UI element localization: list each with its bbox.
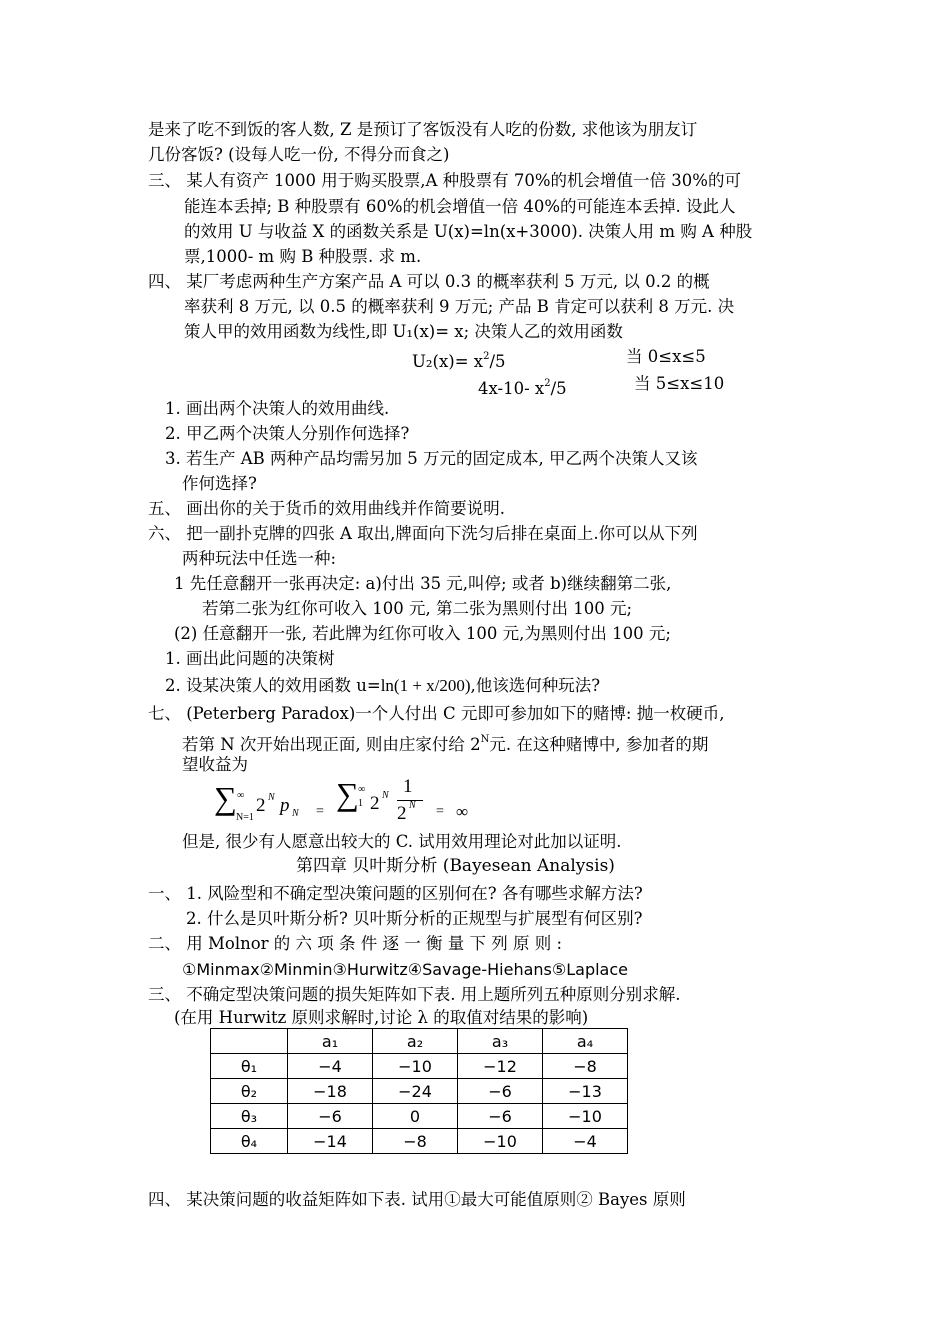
exponent: N <box>480 734 490 745</box>
sum-upper-limit: ∞ <box>358 784 366 795</box>
equals-sign: = <box>436 804 444 819</box>
table-cell: θ₁ <box>211 1054 288 1079</box>
fraction-denominator: 2 <box>397 803 407 824</box>
exponent: 2 <box>544 378 551 389</box>
table-cell: −10 <box>543 1104 628 1129</box>
chapter-title: 第四章 贝叶斯分析 (Bayesean Analysis) <box>296 856 615 876</box>
condition-1: 当 0≤x≤5 <box>626 347 706 366</box>
list-item <box>165 674 600 698</box>
table-row <box>211 1079 628 1104</box>
list-item: 2. 甲乙两个决策人分别作何选择? <box>165 424 410 443</box>
table-cell: −8 <box>373 1129 458 1154</box>
sum-lower-limit: 1 <box>358 798 363 809</box>
table-cell: −6 <box>458 1079 543 1104</box>
table-cell: −24 <box>373 1079 458 1104</box>
text-line: 几份客饭? (设每人吃一份, 不得分而食之) <box>148 145 450 164</box>
formula-part: 2. 设某决策人的效用函数 u= <box>165 676 381 695</box>
table-cell: −10 <box>373 1054 458 1079</box>
table-row <box>211 1129 628 1154</box>
list-item: 2. 什么是贝叶斯分析? 贝叶斯分析的正规型与扩展型有何区别? <box>186 909 643 928</box>
infinity-symbol: ∞ <box>456 802 469 821</box>
equals-sign: = <box>316 804 324 819</box>
table-cell: θ₂ <box>211 1079 288 1104</box>
text-line: (在用 Hurwitz 原则求解时,讨论 λ 的取值对结果的影响) <box>174 1008 589 1027</box>
denominator-exponent: N <box>409 800 416 811</box>
table-header-cell <box>211 1029 288 1054</box>
table-cell: −4 <box>288 1054 373 1079</box>
table-cell: θ₄ <box>211 1129 288 1154</box>
fraction-numerator: 1 <box>403 776 413 797</box>
list-item: 3. 若生产 AB 两种产品均需另加 5 万元的固定成本, 甲乙两个决策人又该 <box>165 449 698 468</box>
formula-part: U₂(x)= x <box>412 352 484 371</box>
table-cell: −14 <box>288 1129 373 1154</box>
table-cell: 0 <box>373 1104 458 1129</box>
term-exponent: N <box>382 790 389 801</box>
formula-part: /5 <box>489 352 506 371</box>
question-5-heading: 五、 画出你的关于货币的效用曲线并作简要说明. <box>148 499 505 518</box>
table-header-cell: a₄ <box>543 1029 628 1054</box>
table-cell: −13 <box>543 1079 628 1104</box>
question-7-heading: 七、 (Peterberg Paradox)一个人付出 C 元即可参加如下的赌博: 抛一枚硬币, <box>148 704 725 723</box>
utility-function-line-1 <box>412 345 506 374</box>
text-line: 率获利 8 万元, 以 0.5 的概率获利 9 万元; 产品 B 肯定可以获利 8 万元. 决 <box>184 297 735 316</box>
sum-lower-limit: N=1 <box>236 812 254 823</box>
loss-matrix-table <box>210 1028 628 1154</box>
text-line: 的效用 U 与收益 X 的函数关系是 U(x)=ln(x+3000). 决策人用 m 购 A 种股 <box>184 222 753 241</box>
table-cell: −12 <box>458 1054 543 1079</box>
text-line: 若第二张为红你可收入 100 元, 第二张为黑则付出 100 元; <box>202 599 633 618</box>
table-cell: −8 <box>543 1054 628 1079</box>
term: 2 <box>256 795 266 816</box>
list-item: 1. 画出两个决策人的效用曲线. <box>165 399 390 418</box>
utility-function-line-2 <box>478 372 567 401</box>
question-3-heading: 三、 某人有资产 1000 用于购买股票,A 种股票有 70%的机会增值一倍 30%的可 <box>148 171 741 190</box>
table-cell: −6 <box>458 1104 543 1129</box>
table-row <box>211 1054 628 1079</box>
text-line: 策人甲的效用函数为线性,即 U₁(x)= x; 决策人乙的效用函数 <box>184 322 623 341</box>
table-header-row <box>211 1029 628 1054</box>
list-item: 1. 画出此问题的决策树 <box>165 649 335 668</box>
formula-part: /5 <box>550 379 567 398</box>
table-header-cell: a₃ <box>458 1029 543 1054</box>
chapter-question-1: 一、 1. 风险型和不确定型决策问题的区别何在? 各有哪些求解方法? <box>148 884 643 903</box>
table-cell: θ₃ <box>211 1104 288 1129</box>
table-cell: −18 <box>288 1079 373 1104</box>
term-exponent: N <box>268 792 275 803</box>
table-header-cell: a₂ <box>373 1029 458 1054</box>
text-line: 是来了吃不到饭的客人数, Z 是预订了客饭没有人吃的份数, 求他该为朋友订 <box>148 120 698 139</box>
text-line: 能连本丢掉; B 种股票有 60%的机会增值一倍 40%的可能连本丢掉. 设此人 <box>184 197 736 216</box>
text-line <box>182 728 708 757</box>
table-cell: −4 <box>543 1129 628 1154</box>
list-item: (2) 任意翻开一张, 若此牌为红你可收入 100 元,为黑则付出 100 元; <box>174 624 671 643</box>
question-4-heading: 四、 某厂考虑两种生产方案产品 A 可以 0.3 的概率获利 5 万元, 以 0.2 的概 <box>148 272 710 291</box>
sum-symbol: ∑ <box>336 776 359 812</box>
condition-2: 当 5≤x≤10 <box>634 374 725 393</box>
principles-list: ①Minmax②Minmin③Hurwitz④Savage-Hiehans⑤Laplace <box>182 960 628 979</box>
exponent: 2 <box>483 351 490 362</box>
table-cell: −6 <box>288 1104 373 1129</box>
term-p-subscript: N <box>292 808 299 819</box>
formula-part: 4x-10- x <box>478 379 545 398</box>
text-line: 望收益为 <box>182 755 248 774</box>
chapter-question-3: 三、 不确定型决策问题的损失矩阵如下表. 用上题所列五种原则分别求解. <box>148 985 681 1004</box>
list-item: 1 先任意翻开一张再决定: a)付出 35 元,叫停; 或者 b)继续翻第二张, <box>174 574 672 593</box>
chapter-question-2: 二、 用 Molnor 的 六 项 条 件 逐 一 衡 量 下 列 原 则 : <box>148 934 563 953</box>
table-header-cell: a₁ <box>288 1029 373 1054</box>
chapter-question-4: 四、 某决策问题的收益矩阵如下表. 试用①最大可能值原则② Bayes 原则 <box>148 1190 686 1209</box>
table-cell: −10 <box>458 1129 543 1154</box>
utility-formula: ln(1 + x/200) <box>380 676 471 695</box>
text-line: 作何选择? <box>182 474 257 493</box>
text-line: 但是, 很少有人愿意出较大的 C. 试用效用理论对此加以证明. <box>182 832 622 851</box>
table-row <box>211 1104 628 1129</box>
formula-part: ,他该选何种玩法? <box>470 676 601 695</box>
question-6-heading: 六、 把一副扑克牌的四张 A 取出,牌面向下洗匀后排在桌面上.你可以从下列 <box>148 524 698 543</box>
text-line: 票,1000- m 购 B 种股票. 求 m. <box>184 247 422 266</box>
formula-part: 元. 在这种赌博中, 参加者的期 <box>489 735 709 754</box>
text-line: 两种玩法中任选一种: <box>182 549 337 568</box>
sum-upper-limit: ∞ <box>237 790 245 801</box>
term-p: p <box>280 795 290 816</box>
term: 2 <box>370 793 380 814</box>
formula-part: 若第 N 次开始出现正面, 则由庄家付给 2 <box>182 735 481 754</box>
sum-symbol: ∑ <box>214 780 237 816</box>
